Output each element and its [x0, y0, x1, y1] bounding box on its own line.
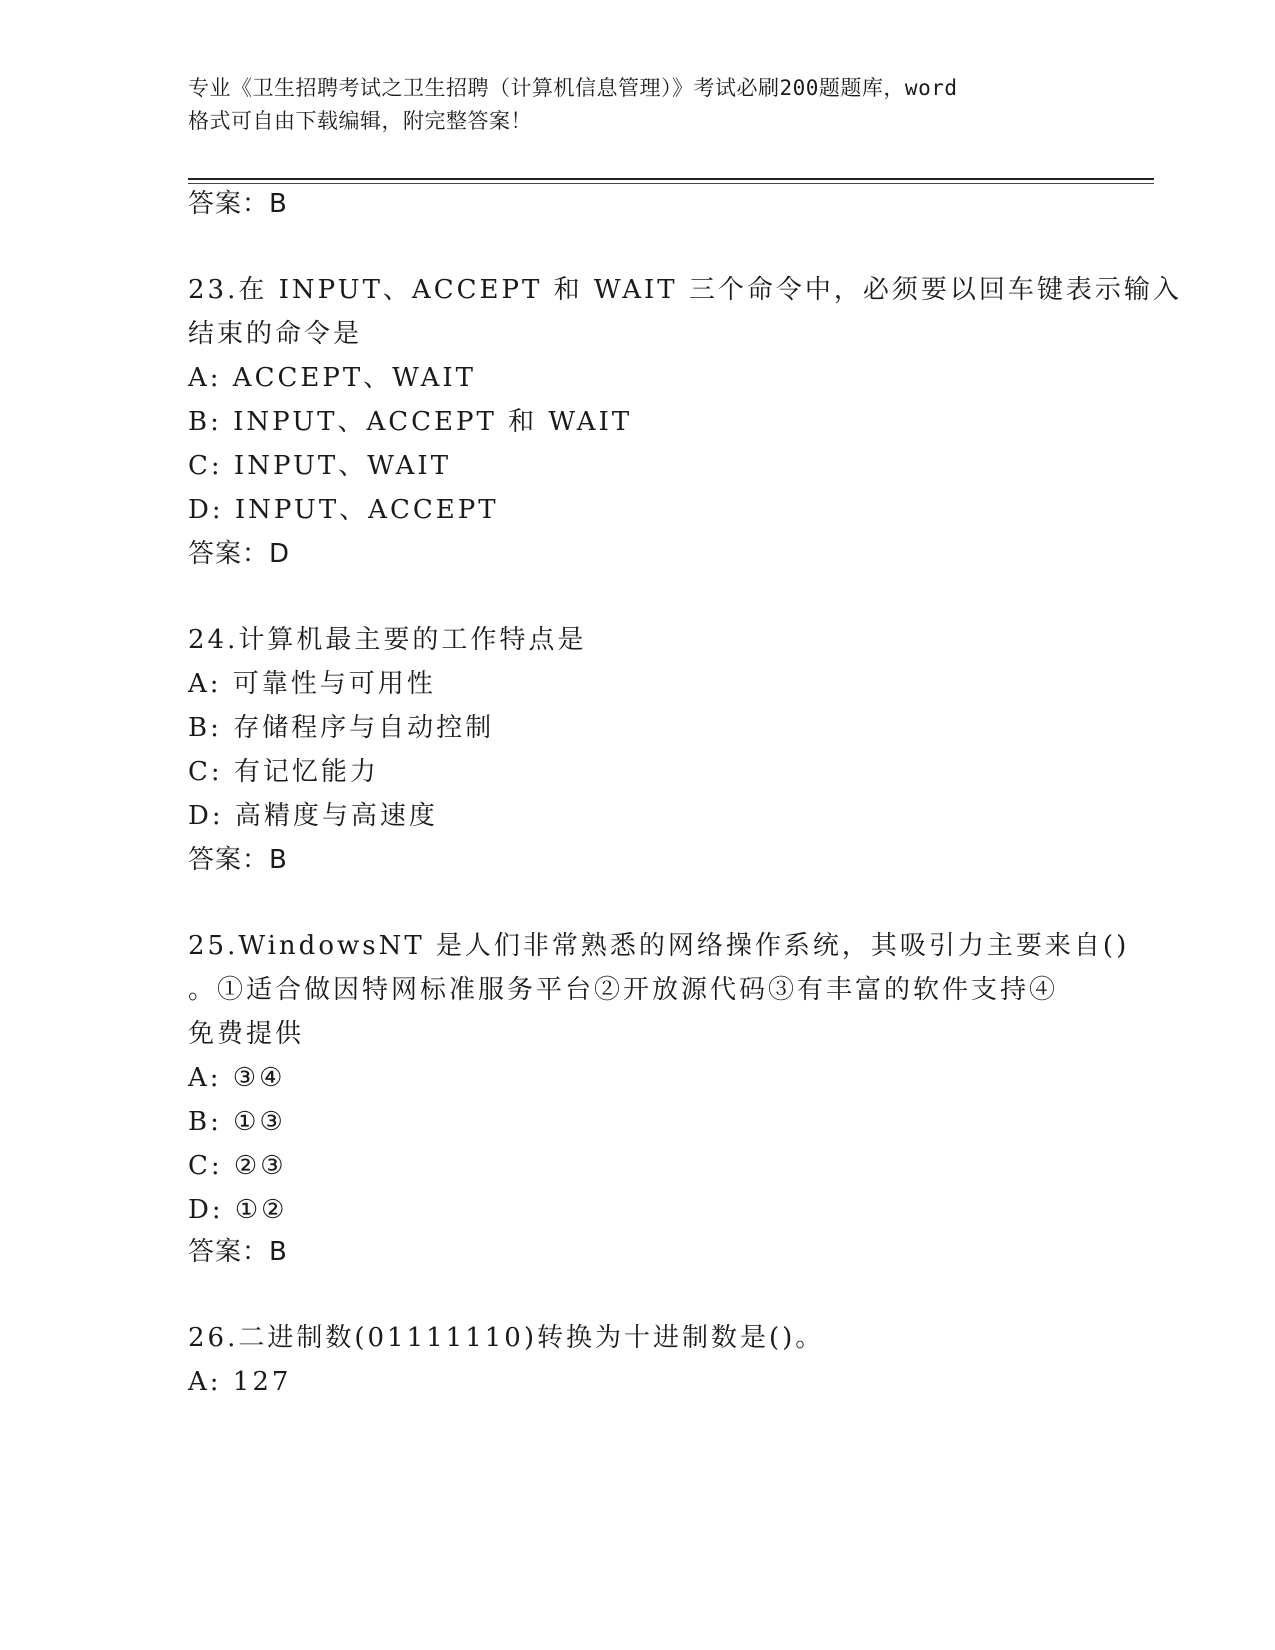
question-23-option-a: A: ACCEPT、WAIT [188, 363, 476, 393]
question-23-option-b: B: INPUT、ACCEPT 和 WAIT [188, 407, 633, 437]
question-25-stem-line-3: 免费提供 [188, 1019, 305, 1049]
header-line-1: 专业《卫生招聘考试之卫生招聘（计算机信息管理）》考试必刷200题题库，word [188, 76, 958, 100]
question-25-option-c: C: ②③ [188, 1151, 287, 1181]
header-line-2: 格式可自由下载编辑，附完整答案！ [188, 109, 532, 133]
question-25-answer: 答案：B [188, 1237, 288, 1267]
question-23-option-c: C: INPUT、WAIT [188, 451, 452, 481]
document-header [188, 72, 1088, 138]
question-24-answer: 答案：B [188, 845, 288, 875]
question-25-option-b: B: ①③ [188, 1107, 286, 1137]
header-divider-thin [188, 183, 1154, 184]
question-25-stem-line-2: 。①适合做因特网标准服务平台②开放源代码③有丰富的软件支持④ [188, 975, 1059, 1005]
question-24-option-b: B: 存储程序与自动控制 [188, 713, 495, 743]
question-25-option-d: D: ①② [188, 1195, 288, 1225]
previous-answer: 答案：B [188, 189, 288, 219]
question-26-option-a: A: 127 [188, 1367, 292, 1397]
question-25-stem-line-1: 25.WindowsNT 是人们非常熟悉的网络操作系统，其吸引力主要来自() [188, 931, 1130, 961]
question-23-answer: 答案：D [188, 539, 291, 569]
question-23-stem-line-2: 结束的命令是 [188, 319, 363, 349]
header-divider-thick [188, 178, 1154, 180]
question-23-stem-line-1: 23.在 INPUT、ACCEPT 和 WAIT 三个命令中，必须要以回车键表示输入 [188, 275, 1182, 305]
question-23-option-d: D: INPUT、ACCEPT [188, 495, 499, 525]
question-24-option-c: C: 有记忆能力 [188, 757, 379, 787]
question-24-stem: 24.计算机最主要的工作特点是 [188, 625, 587, 655]
question-25-option-a: A: ③④ [188, 1063, 286, 1093]
question-24-option-a: A: 可靠性与可用性 [188, 669, 436, 699]
question-24-option-d: D: 高精度与高速度 [188, 801, 438, 831]
question-26-stem: 26.二进制数(01111110)转换为十进制数是()。 [188, 1323, 825, 1353]
